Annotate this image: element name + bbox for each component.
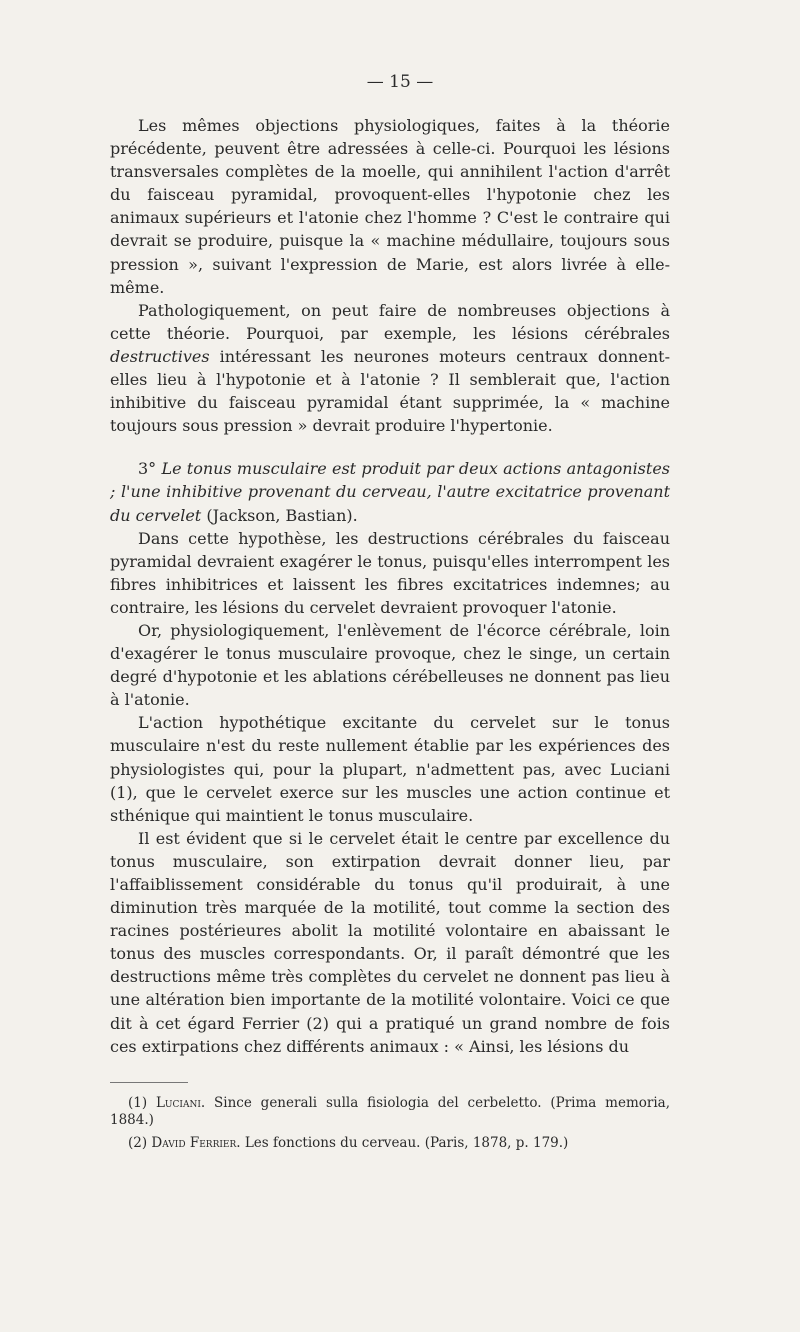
footnote-1-number: (1) [128, 1094, 148, 1111]
paragraph-2 [110, 299, 670, 438]
paragraph-2-part-1: Pathologiquement, on peut faire de nombreuses objections à cette théorie. Pourquoi, par exemple, les lésions cérébrales [110, 300, 670, 343]
paragraph-3: Dans cette hypothèse, les destructions cérébrales du faisceau pyramidal devraient exagérer le tonus, puisqu'elles interrompent les fibres inhibitrices et laissent les fibres excitatrices indemnes; au contraire, les lésions du cervelet devraient provoquer l'atonie. [110, 528, 670, 617]
footnote-2 [110, 1135, 670, 1152]
footnote-1-author: Luciani. [155, 1094, 206, 1111]
footnote-1-text: Since generali sulla fisiologia del cerbeletto. (Prima memoria, 1884.) [110, 1094, 670, 1128]
theory-authors: (Jackson, Bastian). [206, 505, 358, 525]
paragraph-4: Or, physiologiquement, l'enlèvement de l'écorce cérébrale, loin d'exagérer le tonus musculaire provoque, chez le singe, un certain degré d'hypotonie et les ablations cérébelleuses ne donnent pas lieu à l'atonie. [110, 620, 670, 710]
footnote-2-author: David Ferrier. [151, 1134, 241, 1151]
footnote-divider [110, 1082, 188, 1083]
footnote-2-text: Les fonctions du cerveau. (Paris, 1878, p. 179.) [244, 1134, 569, 1151]
theory-3-heading [110, 457, 670, 526]
footnote-2-number: (2) [128, 1134, 148, 1151]
body-text [110, 114, 670, 1058]
paragraph-6: Il est évident que si le cervelet était le centre par excellence du tonus musculaire, son extirpation devrait donner lieu, par l'affaiblissement considérable du tonus qu'il produirait, à une diminution très marquée de la motilité, tout comme la section des racines postérieures abolit la motilité volontaire en abaissant le tonus des muscles correspondants. Or, il paraît démontré que les destructions même très complètes du cervelet ne donnent pas lieu à une altération bien importante de la motilité volontaire. Voici ce que dit à cet égard Ferrier (2) qui a pratiqué un grand nombre de fois ces extirpations chez différents animaux : « Ainsi, les lésions du [110, 828, 670, 1056]
paragraph-2-italic: destructives [110, 346, 210, 366]
theory-number: 3° [138, 459, 157, 479]
footnote-1 [110, 1095, 670, 1129]
footnotes [110, 1095, 670, 1152]
paragraph-1: Les mêmes objections physiologiques, faites à la théorie précédente, peuvent être adressées à celle-ci. Pourquoi les lésions transversales complètes de la moelle, qui annihilent l'action d'arrêt du faisceau pyramidal, provoquent-elles l'hypotonie chez les animaux supérieurs et l'atonie chez l'homme ? C'est le contraire qui devrait se produire, puisque la « machine médullaire, toujours sous pression », suivant l'expression de Marie, est alors livrée à elle-même. [110, 116, 670, 297]
paragraph-2-part-2: intéressant les neurones moteurs centraux donnent-elles lieu à l'hypotonie et à l'atonie ? Il semblerait que, l'action inhibitive du faisceau pyramidal étant supprimée, la « machine toujours sous pression » devrait produire l'hypertonie. [110, 346, 670, 436]
page-number: — 15 — [366, 72, 434, 92]
paragraph-5: L'action hypothétique excitante du cervelet sur le tonus musculaire n'est du reste nullement établie par les expériences des physiologistes qui, pour la plupart, n'admettent pas, avec Luciani (1), que le cervelet exerce sur les muscles une action continue et sthénique qui maintient le tonus musculaire. [110, 713, 670, 825]
theory-statement: Le tonus musculaire est produit par deux actions antagonistes ; l'une inhibitive provenant du cerveau, l'autre excitatrice provenant du cervelet [110, 459, 671, 525]
